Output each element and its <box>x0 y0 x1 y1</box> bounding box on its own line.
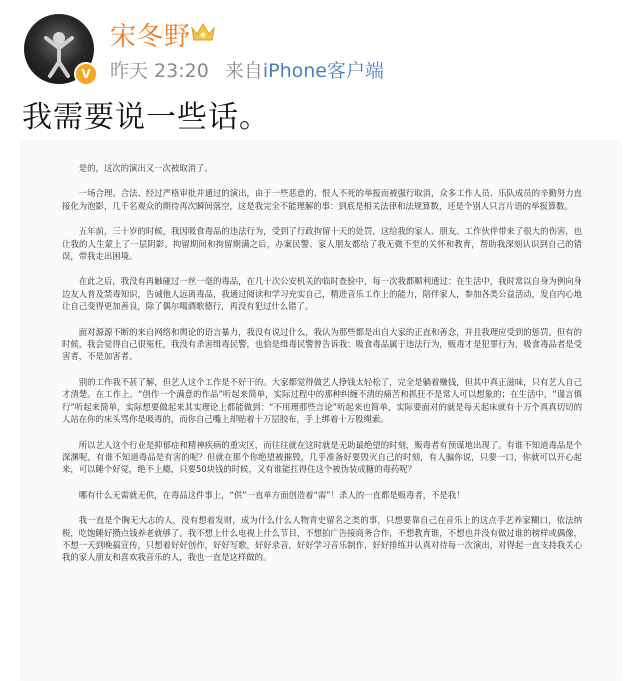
letter-paragraph: 面对源源不断的来自网络和舆论的语言暴力，我没有说过什么，我认为那些都是出自大家的正直和善念，并且我理应受到的惩罚。但有的时候，我会觉得自己很冤枉，我没有杀害缉毒民警，也恰是缉毒民警曾告诉我：吸食毒品属于违法行为，贩毒才是犯罪行为，吸食毒品者是受害者，不是加害者。 <box>62 326 582 362</box>
crown-icon[interactable] <box>190 20 216 44</box>
post-title: 我需要说一些话。 <box>22 100 270 135</box>
user-name[interactable]: 宋冬野 <box>110 22 192 52</box>
letter-paragraph: 所以艺人这个行业是抑郁症和精神疾病的重灾区，而往往就在这时就是无助最绝望的时刻，贩毒者有预谋地出现了。有谁不知道毒品是个深渊呢，有谁不知道毒品是有害的呢？但就在那个你绝望被摧毁，几乎准备好要毁灭自己的时刻，有人骗你说，只要一口，你就可以开心起来，可以睡个好觉，绝不上瘾，只要50块钱的时候，又有谁能扛得住这个被伪装成糖的毒药呢？ <box>62 439 582 475</box>
post-source-prefix: 来自 <box>224 60 263 82</box>
post-time: 昨天 23:20 <box>110 60 209 82</box>
letter-image[interactable] <box>22 142 620 681</box>
verified-badge-icon: V <box>74 62 98 86</box>
letter-paragraph: 五年前，三十岁的时候，我因吸食毒品的违法行为，受到了行政拘留十天的处罚，这给我的家人、朋友、工作伙伴带来了很大的伤害，也让我的人生蒙上了一层阴影。拘留期间和拘留期满之后，办案民警、家人朋友都给了我无微不至的关怀和教育，帮助我深刻认识到自己的错误，带我走出困境。 <box>62 226 582 262</box>
letter-body <box>62 162 582 577</box>
post-header <box>0 0 640 92</box>
letter-paragraph: 哪有什么无需就无供，在毒品这件事上，“供”一直单方面创造着“需”！杀人的一直都是贩毒者，不是我！ <box>78 489 465 500</box>
post-source[interactable]: iPhone客户端 <box>262 60 384 82</box>
letter-paragraph: 是的，这次的演出又一次被取消了。 <box>78 163 213 173</box>
letter-paragraph: 在此之后，我没有再触碰过一丝一毫的毒品，在几十次公安机关的临时查验中，每一次我都顺利通过：在生活中，我时常以自身为例向身边友人普及禁毒知识，告诫他人远离毒品，我通过阅读和学习充实自己，精进音乐工作上的能力，陪伴家人，参加各类公益活动，发自内心地让自己变得更加善良，除了偶尔喝酒歌德行，再没有犯过什么错了。 <box>62 276 582 312</box>
letter-paragraph: 别的工作我不甚了解，但艺人这个工作是不好干的。大家都觉得做艺人挣钱太轻松了，完全是躺着赚钱，但其中真正滋味，只有艺人自己才清楚。在工作上，“创作一个满意的作品”听起来简单，实际过程中的那种纠缠不清的痛苦和抓狂不是常人可以想象的；在生活中，“谨言慎行”听起来简单，实际想要做起来其实理论上都能做到：“不用理那些言论”听起来也简单，实际要面对的就是每天起床就有十万个真真切切的人站在你的床头骂你是吸毒的，而你自己嘴上却贴着十万层胶布，手上绑着十万股绳索。 <box>62 376 582 425</box>
post-meta <box>110 56 384 83</box>
letter-paragraph: 我一直是个胸无大志的人，没有想着发财，成为什么什么人物青史留名之类的事，只想要靠自己在音乐上的这点手艺养家糊口，依法纳税，吃饱睡好攒点钱养老就够了。我不想上什么电视上什么节目，不想拍广告接商务合作，不想教育谁，不想也并没有做过谁的榜样或偶像，不想一天到晚搞宣传，只想着好好创作，好好写歌，好好录音，好好学习音乐制作，好好排练并认真对待每一次演出，对得起一直支持我关心我的家人朋友和喜欢我音乐的人，我也一直是这样做的。 <box>62 515 582 563</box>
letter-paragraph: 一场合理、合法、经过严格审批并通过的演出，由于一些恶意的、恨人不死的举报而被强行取消，众多工作人员、乐队成员的辛勤努力直接化为泡影，几千名观众的期待再次瞬间落空，这是我完全不能理解的事：到底是相关法律和法规算数，还是个别人只言片语的举报算数。 <box>62 188 582 211</box>
